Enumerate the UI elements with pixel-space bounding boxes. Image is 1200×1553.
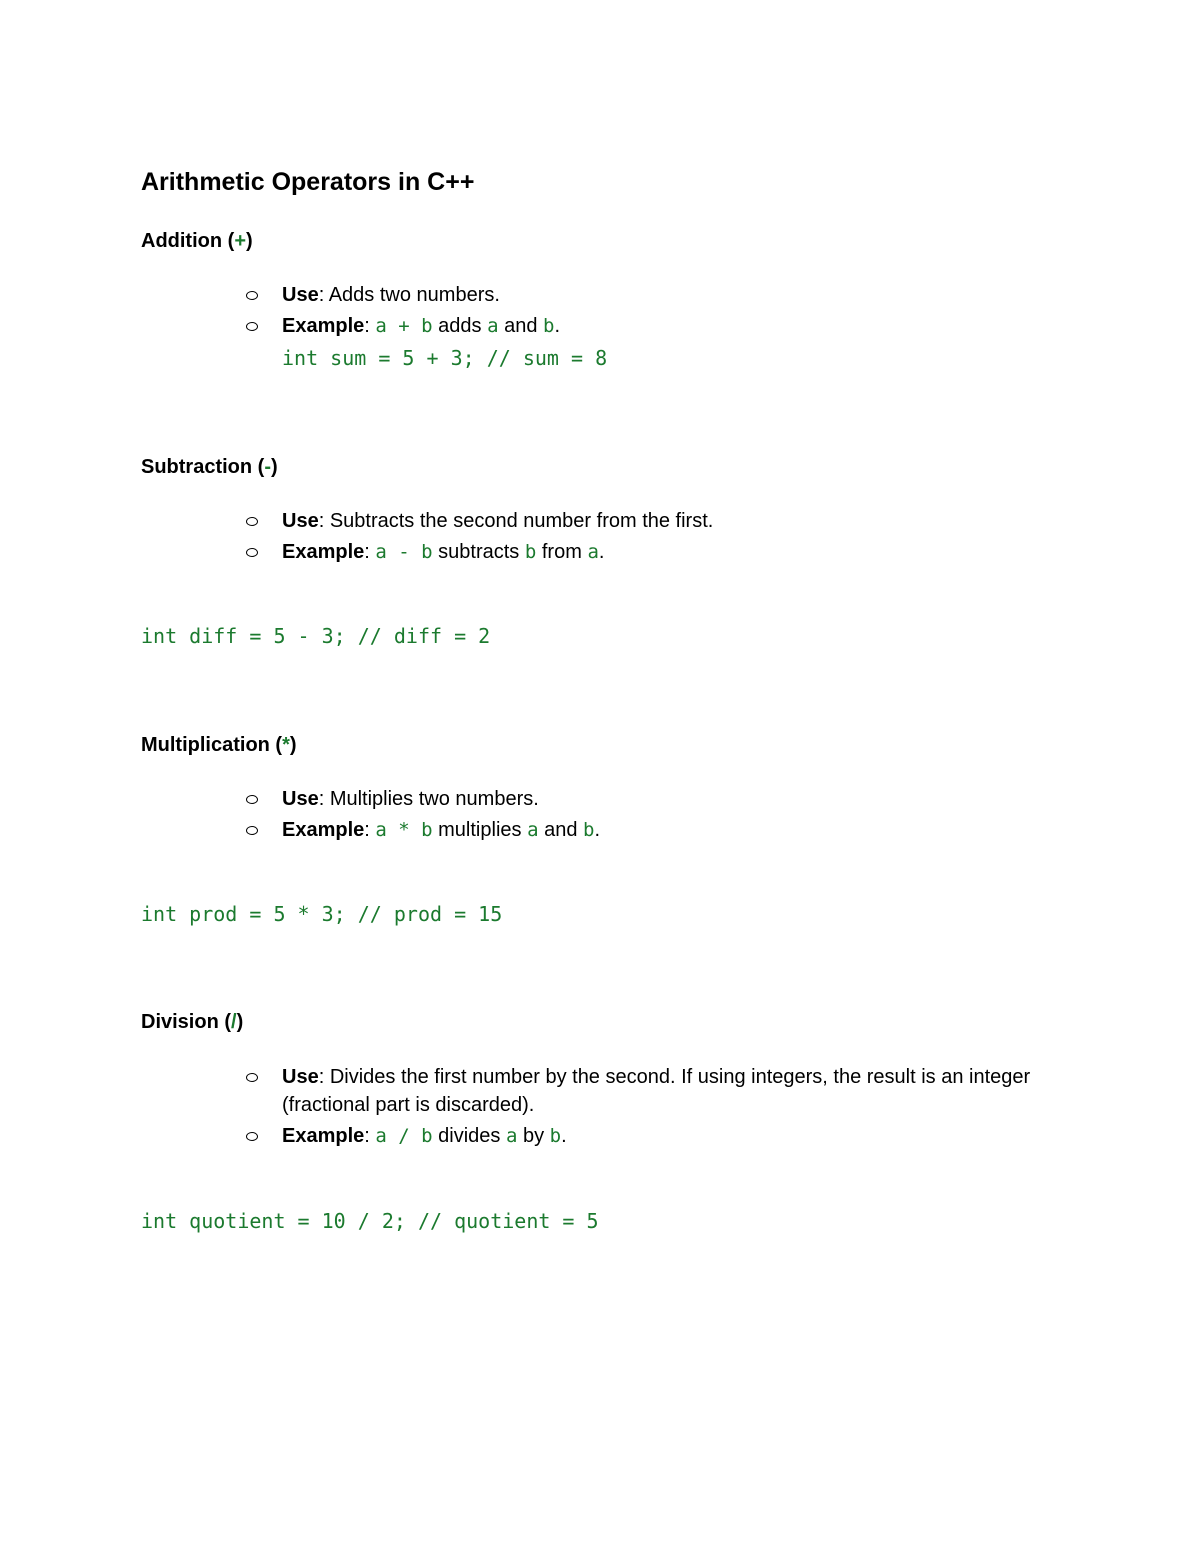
bullet-circle-icon	[246, 1132, 258, 1141]
operator-symbol: /	[231, 1011, 237, 1033]
code-example-division: int quotient = 10 / 2; // quotient = 5	[141, 1209, 599, 1233]
example-bullet-addition: Example: a + b adds a and b.	[282, 315, 561, 337]
operator-symbol: +	[234, 230, 246, 252]
use-bullet-division: Use: Divides the first number by the second. If using integers, the result is an integer (fractional part is discarded).	[282, 1066, 1031, 1116]
example-bullet-division: Example: a / b divides a by b.	[282, 1125, 567, 1147]
bullet-circle-icon	[246, 291, 258, 300]
section-heading-multiplication: Multiplication (*)	[141, 734, 297, 756]
use-bullet-multiplication: Use: Multiplies two numbers.	[282, 788, 539, 810]
bullet-circle-icon	[246, 548, 258, 557]
section-heading-subtraction: Subtraction (-)	[141, 456, 278, 478]
operator-symbol: *	[282, 734, 290, 756]
code-example-subtraction: int diff = 5 - 3; // diff = 2	[141, 624, 491, 648]
use-bullet-addition: Use: Adds two numbers.	[282, 284, 500, 306]
bullet-circle-icon	[246, 1073, 258, 1082]
section-heading-addition: Addition (+)	[141, 230, 253, 252]
example-bullet-subtraction: Example: a - b subtracts b from a.	[282, 541, 605, 563]
code-example-addition: int sum = 5 + 3; // sum = 8	[282, 346, 608, 370]
code-example-multiplication: int prod = 5 * 3; // prod = 15	[141, 902, 503, 926]
example-bullet-multiplication: Example: a * b multiplies a and b.	[282, 819, 601, 841]
bullet-circle-icon	[246, 517, 258, 526]
bullet-circle-icon	[246, 826, 258, 835]
use-bullet-subtraction: Use: Subtracts the second number from the first.	[282, 510, 714, 532]
section-heading-division: Division (/)	[141, 1011, 244, 1033]
page-title: Arithmetic Operators in C++	[141, 168, 475, 196]
bullet-circle-icon	[246, 795, 258, 804]
bullet-circle-icon	[246, 322, 258, 331]
operator-symbol: -	[264, 456, 272, 478]
